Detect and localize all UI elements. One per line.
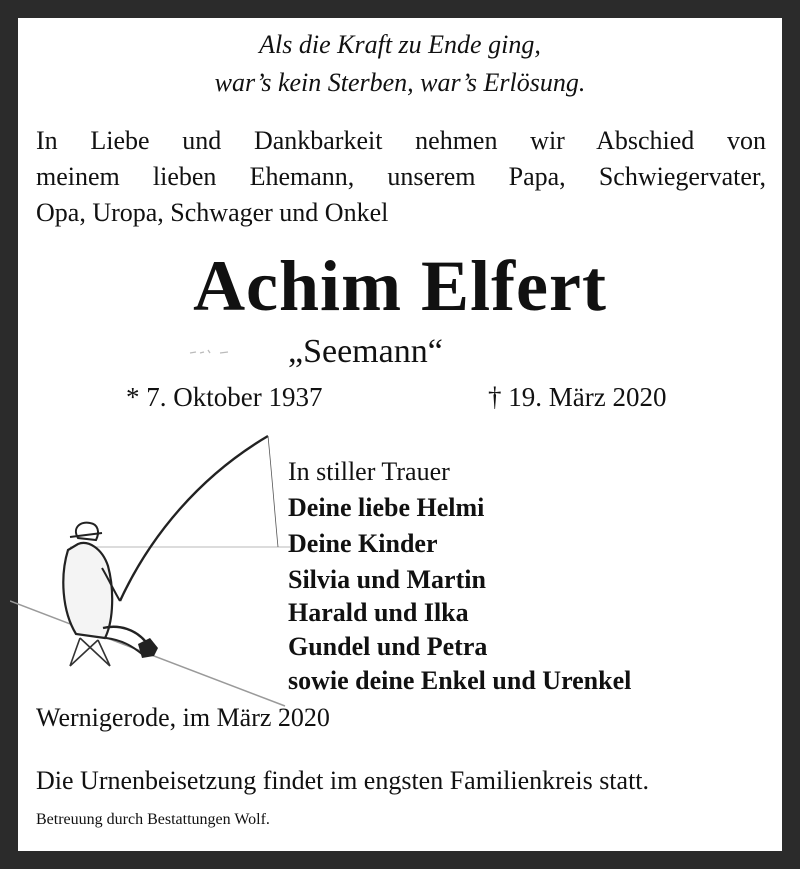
mourner-line: Deine liebe Helmi	[288, 493, 485, 522]
mourners-heading: In stiller Trauer	[288, 457, 450, 486]
mourner-line: sowie deine Enkel und Urenkel	[288, 666, 632, 695]
mourner-line: Gundel und Petra	[288, 632, 488, 661]
place-and-date: Wernigerode, im März 2020	[36, 703, 330, 732]
deceased-nickname: „Seemann“	[288, 333, 443, 370]
fisherman-icon	[10, 416, 290, 711]
mourner-line: Deine Kinder	[288, 529, 438, 558]
mourner-line: Silvia und Martin	[288, 565, 486, 594]
burial-note: Die Urnenbeisetzung findet im engsten Familienkreis statt.	[36, 766, 650, 795]
intro-line-3: Opa, Uropa, Schwager und Onkel	[36, 198, 389, 227]
small-mark-icon	[186, 344, 246, 358]
intro-line-2: meinem lieben Ehemann, unserem Papa, Schwiegervater,	[36, 162, 766, 191]
undertaker-note: Betreuung durch Bestattungen Wolf.	[36, 811, 270, 828]
mourner-line: Harald und Ilka	[288, 598, 469, 627]
birth-date: * 7. Oktober 1937	[126, 382, 323, 412]
motto-line-2: war’s kein Sterben, war’s Erlösung.	[214, 68, 586, 97]
death-date: † 19. März 2020	[488, 382, 667, 412]
motto-line-1: Als die Kraft zu Ende ging,	[259, 30, 541, 59]
deceased-name: Achim Elfert	[193, 246, 607, 326]
intro-line-1: In Liebe und Dankbarkeit nehmen wir Abschied von	[36, 126, 766, 155]
